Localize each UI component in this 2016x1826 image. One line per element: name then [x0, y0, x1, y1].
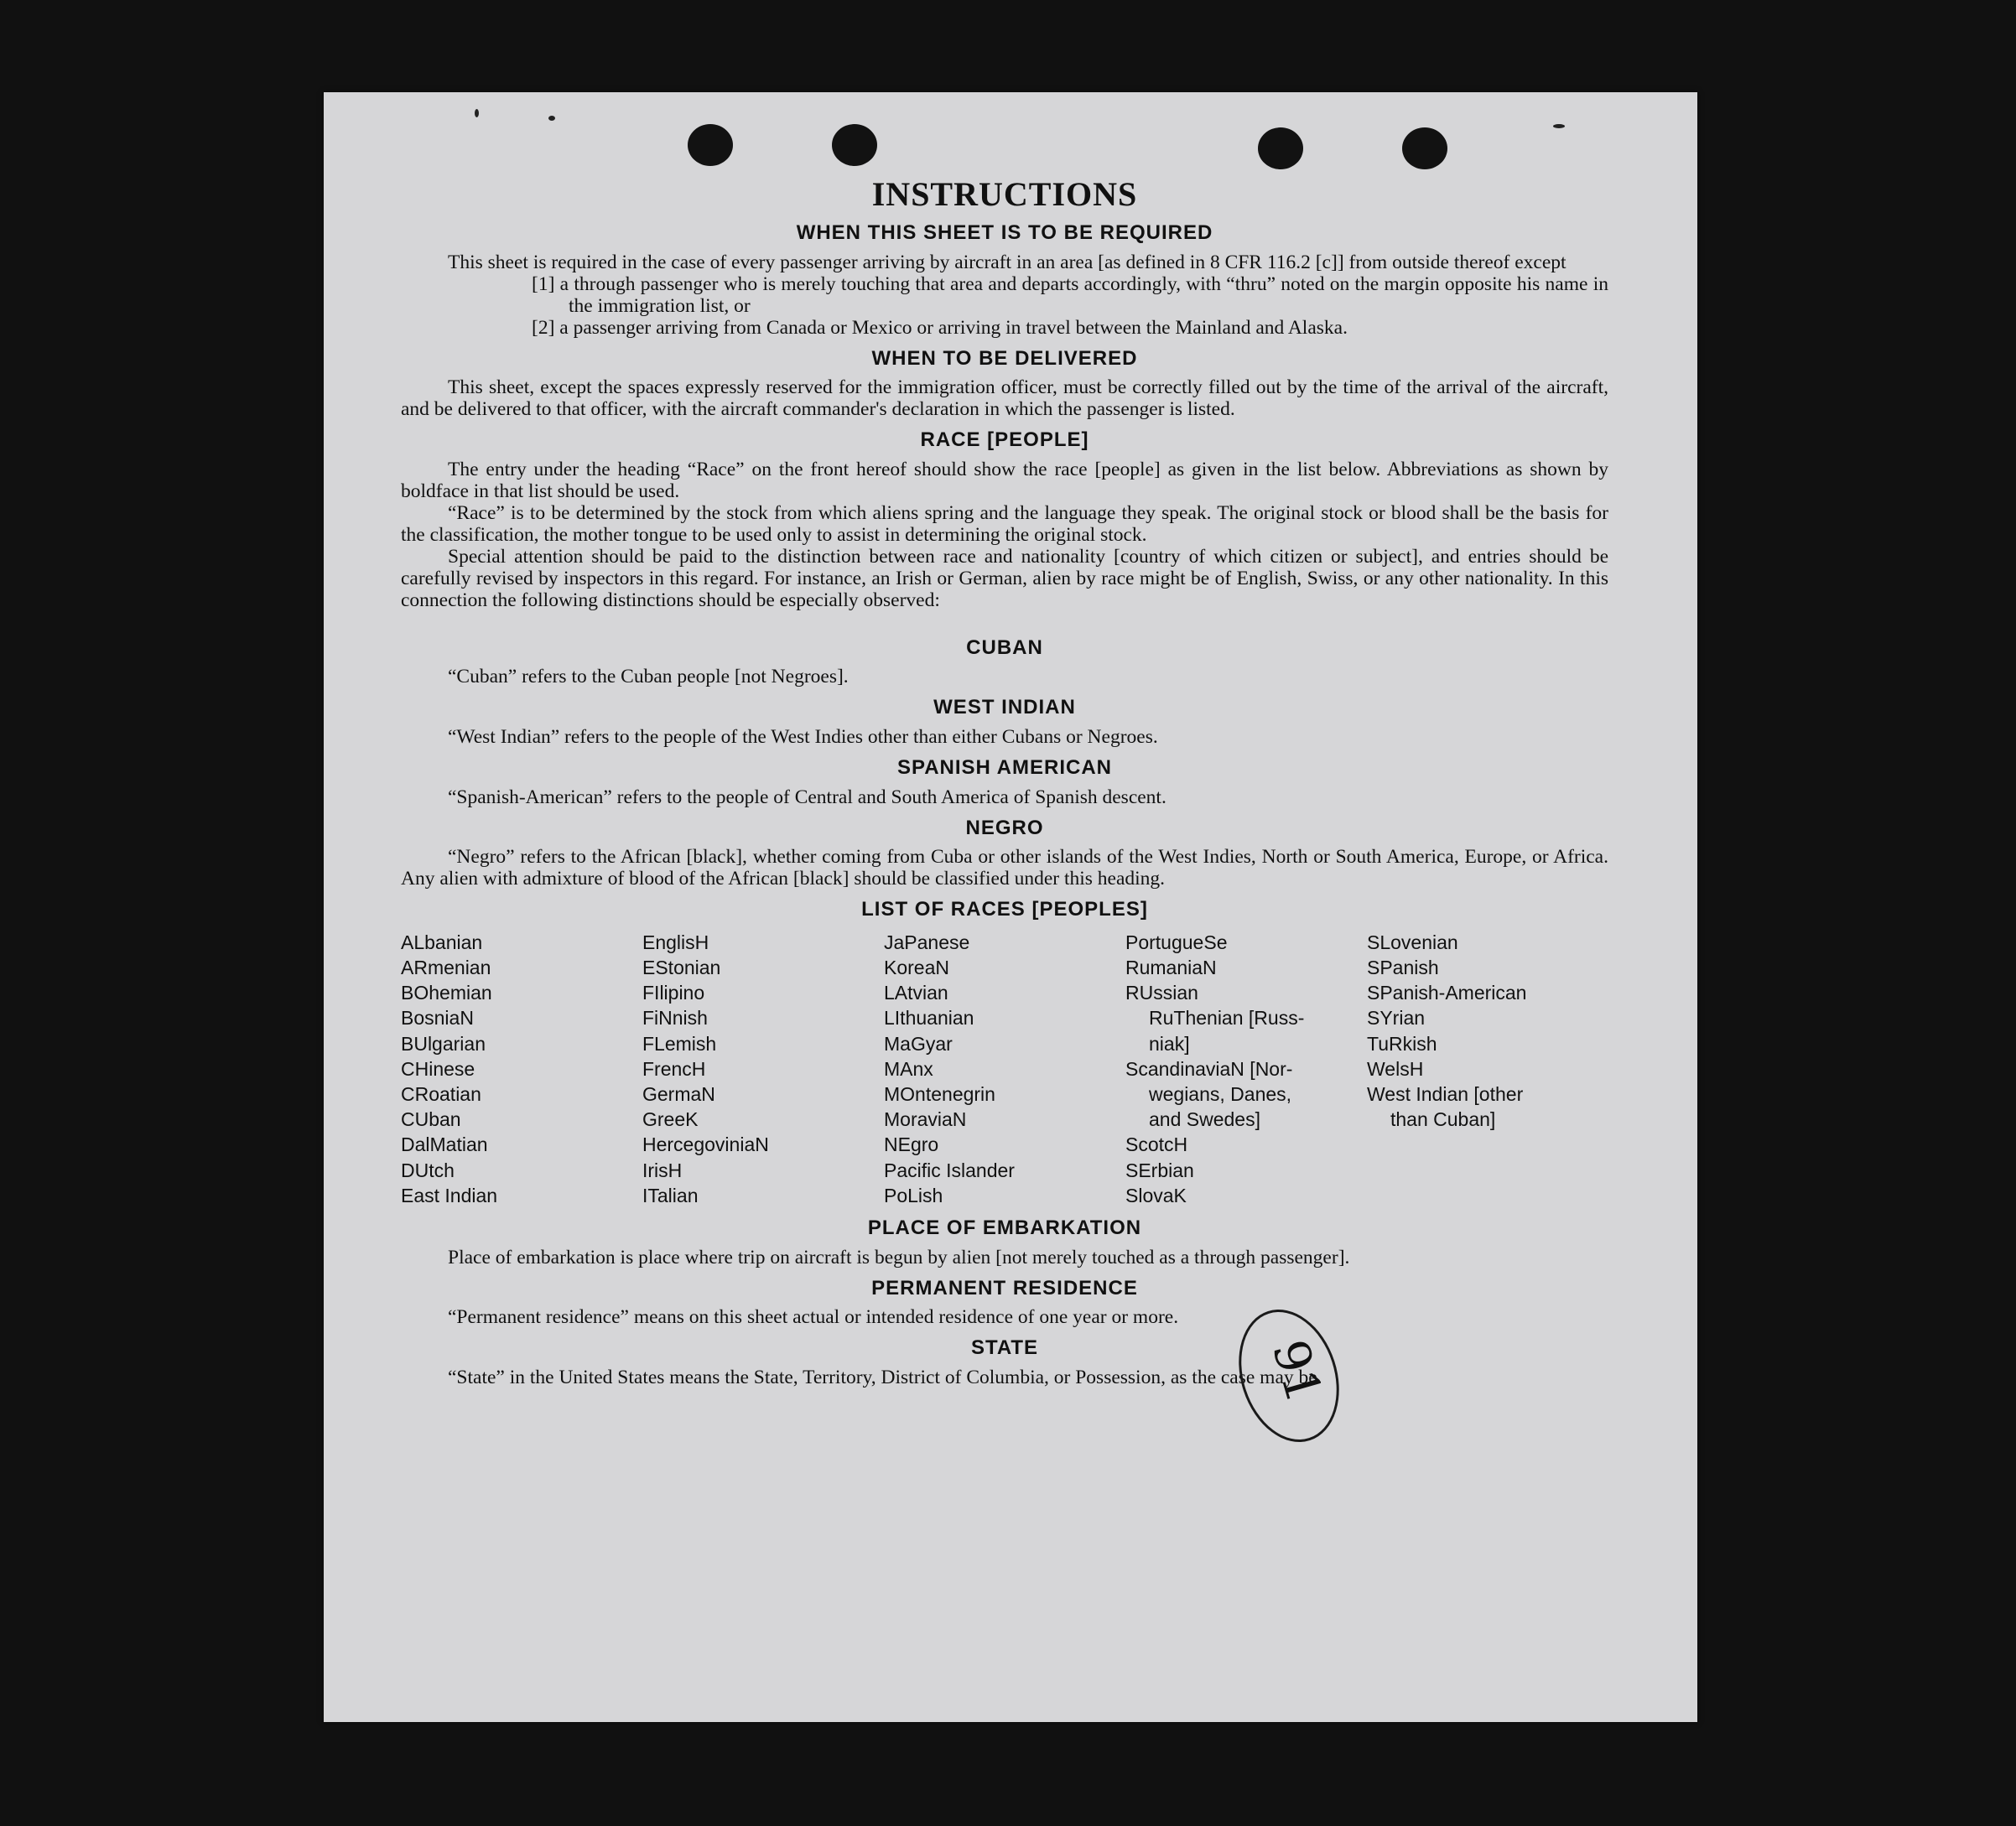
race-entry: NEgro	[884, 1133, 939, 1156]
section-heading-required: WHEN THIS SHEET IS TO BE REQUIRED	[796, 221, 1213, 244]
races-column-1	[401, 930, 642, 1208]
section-heading-embarkation: PLACE OF EMBARKATION	[867, 1216, 1142, 1239]
race-entry: FLemish	[642, 1032, 717, 1055]
race-entry: EStonian	[642, 956, 721, 978]
punch-hole	[832, 124, 877, 166]
race-entry: East Indian	[401, 1184, 498, 1206]
race-entry: MAnx	[884, 1057, 933, 1080]
delivered-text: This sheet, except the spaces expressly reserved for the immigration officer, must be correctly filled out by the time of the arrival of the aircraft, and be delivered to that officer, with the aircraft commander's declaration in which the passenger is listed.	[401, 376, 1608, 421]
negro-text: “Negro” refers to the African [black], whether coming from Cuba or other islands of the West Indies, North or South America, Europe, or Africa. Any alien with admixture of blood of the African [black] should be classified under this heading.	[401, 846, 1608, 890]
race-entry: FrencH	[642, 1057, 706, 1080]
race-entry-continued: and Swedes]	[1149, 1108, 1260, 1131]
race-paragraph-2: “Race” is to be determined by the stock from which aliens spring and the language they speak. The original stock or blood shall be the basis for the classification, the mother tongue to be used only to assist in determining the original stock.	[401, 501, 1608, 546]
state-text: “State” in the United States means the State, Territory, District of Columbia, or Possession, as the case may be.	[448, 1366, 1322, 1388]
race-entry: ITalian	[642, 1184, 699, 1206]
race-entry: SPanish-American	[1367, 982, 1527, 1004]
cuban-text: “Cuban” refers to the Cuban people [not Negroes].	[448, 666, 849, 688]
race-entry: HercegoviniaN	[642, 1133, 769, 1156]
race-entry: ScandinaviaN [Nor-	[1125, 1057, 1293, 1080]
race-entry: DUtch	[401, 1159, 455, 1181]
race-entry: ScotcH	[1125, 1133, 1188, 1156]
required-item-1: [1] a through passenger who is merely touching that area and departs accordingly, with “thru” noted on the margin opposite his name in the immigration list, or	[532, 272, 1608, 317]
race-entry-continued: RuThenian [Russ-	[1149, 1007, 1305, 1030]
race-entry: WelsH	[1367, 1057, 1424, 1080]
race-entry: PoLish	[884, 1184, 943, 1206]
race-entry: SlovaK	[1125, 1184, 1187, 1206]
races-list	[401, 930, 1608, 1208]
races-column-3	[884, 930, 1125, 1208]
page-title: INSTRUCTIONS	[871, 175, 1138, 213]
residence-text: “Permanent residence” means on this sheet actual or intended residence of one year or more.	[448, 1306, 1179, 1329]
section-heading-race: RACE [PEOPLE]	[920, 428, 1089, 452]
race-entry: PortugueSe	[1125, 931, 1228, 953]
race-entry: RumaniaN	[1125, 956, 1217, 978]
race-entry: EnglisH	[642, 931, 709, 953]
race-entry: RUssian	[1125, 982, 1198, 1004]
race-entry: ALbanian	[401, 931, 483, 953]
section-heading-negro: NEGRO	[965, 816, 1044, 839]
race-entry: LIthuanian	[884, 1007, 974, 1030]
race-entry: FiNnish	[642, 1007, 708, 1030]
section-heading-spanish-american: SPANISH AMERICAN	[896, 755, 1112, 779]
race-entry: KoreaN	[884, 956, 949, 978]
race-entry: SErbian	[1125, 1159, 1194, 1181]
race-entry: FIlipino	[642, 982, 705, 1004]
handwritten-number: 91	[1260, 1333, 1333, 1409]
race-entry: West Indian [other	[1367, 1082, 1524, 1105]
speck	[548, 116, 555, 121]
race-entry: JaPanese	[884, 931, 970, 953]
races-column-4	[1125, 930, 1367, 1208]
speck	[1553, 124, 1565, 128]
required-intro: This sheet is required in the case of every passenger arriving by aircraft in an area [as defined in 8 CFR 116.2 [c]] from outside thereof except	[448, 251, 1567, 273]
section-heading-delivered: WHEN TO BE DELIVERED	[871, 346, 1138, 370]
race-entry: CUban	[401, 1108, 461, 1131]
race-entry: GreeK	[642, 1108, 699, 1131]
required-item-2: [2] a passenger arriving from Canada or Mexico or arriving in travel between the Mainland and Alaska.	[532, 316, 1348, 339]
race-entry-continued: niak]	[1149, 1032, 1190, 1055]
race-entry: Pacific Islander	[884, 1159, 1015, 1181]
race-entry: GermaN	[642, 1082, 715, 1105]
race-entry: BOhemian	[401, 982, 492, 1004]
race-entry: CRoatian	[401, 1082, 481, 1105]
punch-hole	[1258, 127, 1303, 169]
punch-hole	[1402, 127, 1447, 169]
race-entry: ARmenian	[401, 956, 491, 978]
race-entry: LAtvian	[884, 982, 948, 1004]
document-sheet	[324, 92, 1697, 1722]
race-entry: CHinese	[401, 1057, 475, 1080]
race-entry: MoraviaN	[884, 1108, 967, 1131]
instructions-content	[401, 176, 1608, 1388]
section-heading-west-indian: WEST INDIAN	[933, 696, 1076, 719]
race-entry: TuRkish	[1367, 1032, 1437, 1055]
spanish-american-text: “Spanish-American” refers to the people of Central and South America of Spanish descent.	[448, 786, 1166, 808]
races-column-5	[1367, 930, 1608, 1208]
race-entry: SLovenian	[1367, 931, 1458, 953]
punch-hole	[688, 124, 733, 166]
race-entry: SPanish	[1367, 956, 1439, 978]
section-heading-residence: PERMANENT RESIDENCE	[871, 1276, 1138, 1299]
race-entry-continued: wegians, Danes,	[1149, 1082, 1292, 1105]
race-entry: MOntenegrin	[884, 1082, 995, 1105]
race-paragraph-3: Special attention should be paid to the distinction between race and nationality [country of which citizen or subject], and entries should be carefully revised by inspectors in this regard. For instance, an Irish or German, alien by race might be of English, Swiss, or any other nationality. In this connection the following distinctions should be especially observed:	[401, 545, 1608, 611]
race-entry-continued: than Cuban]	[1390, 1108, 1496, 1131]
west-indian-text: “West Indian” refers to the people of the West Indies other than either Cubans or Negroes.	[448, 725, 1158, 748]
race-paragraph-1: The entry under the heading “Race” on the front hereof should show the race [people] as given in the list below. Abbreviations as shown by boldface in that list should be used.	[401, 458, 1608, 502]
section-heading-cuban: CUBAN	[966, 635, 1043, 659]
race-entry: IrisH	[642, 1159, 683, 1181]
section-heading-list-of-races: LIST OF RACES [PEOPLES]	[861, 898, 1148, 921]
race-entry: MaGyar	[884, 1032, 953, 1055]
race-entry: DalMatian	[401, 1133, 488, 1156]
race-entry: BosniaN	[401, 1007, 474, 1030]
embarkation-text: Place of embarkation is place where trip on aircraft is begun by alien [not merely touched as a through passenger].	[448, 1246, 1350, 1268]
race-entry: BUlgarian	[401, 1032, 486, 1055]
section-heading-state: STATE	[970, 1336, 1039, 1360]
race-entry: SYrian	[1367, 1007, 1426, 1030]
races-column-2	[642, 930, 884, 1208]
speck	[475, 109, 479, 117]
